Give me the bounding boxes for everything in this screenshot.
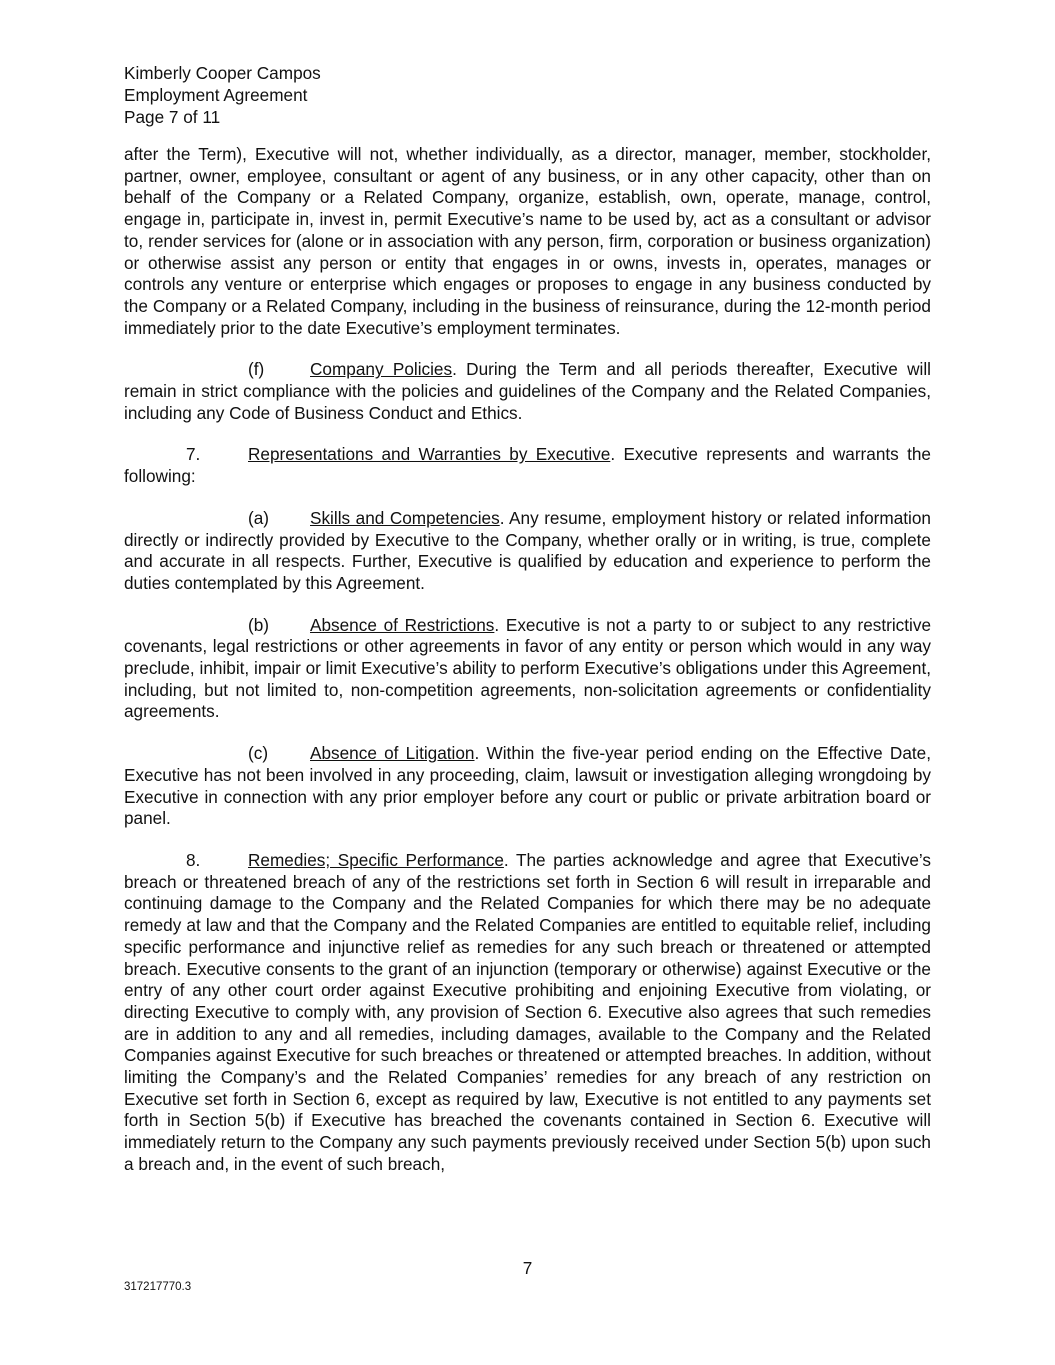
section-8-label: 8.	[186, 849, 201, 870]
section-7-title: Representations and Warranties by Executive	[248, 444, 611, 465]
paragraph-c-label: (c)	[248, 743, 269, 764]
paragraph-b-text: . Executive is not a party to or subject to any restrictive covenants, legal restrictions or other agreements in favor of any entity or person which would in any way preclude, inhibit, impair or limit Executive’s ability to perform Executive’s obligations under this Agreement, including, but not limited to, non-competition agreements, non-solicitation agreements or confidentiality agreements.	[124, 614, 931, 722]
paragraph-c-text: . Within the five-year period ending on the Effective Date, Executive has not been involved in any proceeding, claim, lawsuit or investigation alleging wrongdoing by Executive in connection with any prior employer before any court or public or private arbitration board or panel.	[124, 743, 932, 829]
paragraph-c	[124, 743, 931, 830]
paragraph-a	[124, 508, 931, 595]
document-id: 317217770.3	[124, 1281, 192, 1293]
paragraph-f-title: Company Policies	[310, 359, 453, 380]
paragraph-c-title: Absence of Litigation	[310, 743, 475, 764]
paragraph-b-title: Absence of Restrictions	[310, 614, 495, 635]
header-title: Employment Agreement	[124, 85, 308, 105]
section-8-text: . The parties acknowledge and agree that Executive’s breach or threatened breach of any of the restrictions set forth in Section 6 will result in irreparable and continuing damage to the Company and the Related Companies for which there may be no adequate remedy at law and that the Company and the Related Companies are entitled to equitable relief, including specific performance and injunctive relief as remedies for any such breach or threatened or attempted breach. Executive consents to the grant of an injunction (temporary or otherwise) against Executive or the entry of any other court order against Executive prohibiting and enjoining Executive from violating, or directing Executive to comply with, any provision of Section 6. Executive also agrees that such remedies are in addition to any and all remedies, including damages, available to the Company and the Related Companies against Executive for such breaches or threatened or attempted breaches. In addition, without limiting the Company’s and the Related Companies’ remedies for any breach of any restriction on Executive set forth in Section 6, except as required by law, Executive is not entitled to any payments set forth in Section 5(b) if Executive has breached the covenants contained in Section 6. Executive will immediately return to the Company any such payments previously received under Section 5(b) upon such a breach and, in the event of such breach,	[124, 849, 931, 1174]
paragraph-a-label: (a)	[248, 507, 270, 528]
page-number: 7	[522, 1258, 533, 1278]
document-page	[124, 62, 931, 1176]
header-page: Page 7 of 11	[124, 107, 221, 127]
paragraph-continuation: after the Term), Executive will not, whether individually, as a director, manager, member, stockholder, partner, owner, employee, consultant or agent of any business, or in any other capacity, other than on behalf of the Company or a Related Company, organize, establish, own, operate, manage, control, engage in, participate in, invest in, permit Executive’s name to be used by, act as a consultant or advisor to, render services for (alone or in association with any person, firm, corporation or business organization) or otherwise assist any person or entity that engages in or owns, invests in, operates, manages or controls any venture or enterprise which engages or proposes to engage in any business conducted by the Company or a Related Company, including in the business of reinsurance, during the 12-month period immediately prior to the date Executive’s employment terminates.	[124, 144, 931, 338]
paragraph-b-label: (b)	[248, 614, 270, 635]
paragraph-a-title: Skills and Competencies	[310, 507, 500, 528]
paragraph-f-label: (f)	[248, 359, 265, 380]
section-8-title: Remedies; Specific Performance	[248, 849, 504, 870]
section-7-label: 7.	[186, 444, 201, 465]
section-7-text: . Executive represents and warrants the following:	[124, 444, 931, 487]
paragraph-f-text: . During the Term and all periods thereafter, Executive will remain in strict compliance with the policies and guidelines of the Company and the Related Companies, including any Code of Business Conduct and Ethics.	[124, 359, 931, 423]
document-header	[124, 62, 931, 128]
section-8	[124, 850, 931, 1176]
paragraph-f	[124, 359, 931, 424]
paragraph-b	[124, 615, 931, 724]
header-name: Kimberly Cooper Campos	[124, 63, 321, 83]
paragraph-a-text: . Any resume, employment history or related information directly or indirectly provided by Executive to the Company, whether orally or in writing, is true, complete and accurate in all respects. Further, Executive is qualified by education and experience to perform the duties contemplated by this Agreement.	[124, 507, 931, 593]
section-7	[124, 444, 931, 487]
